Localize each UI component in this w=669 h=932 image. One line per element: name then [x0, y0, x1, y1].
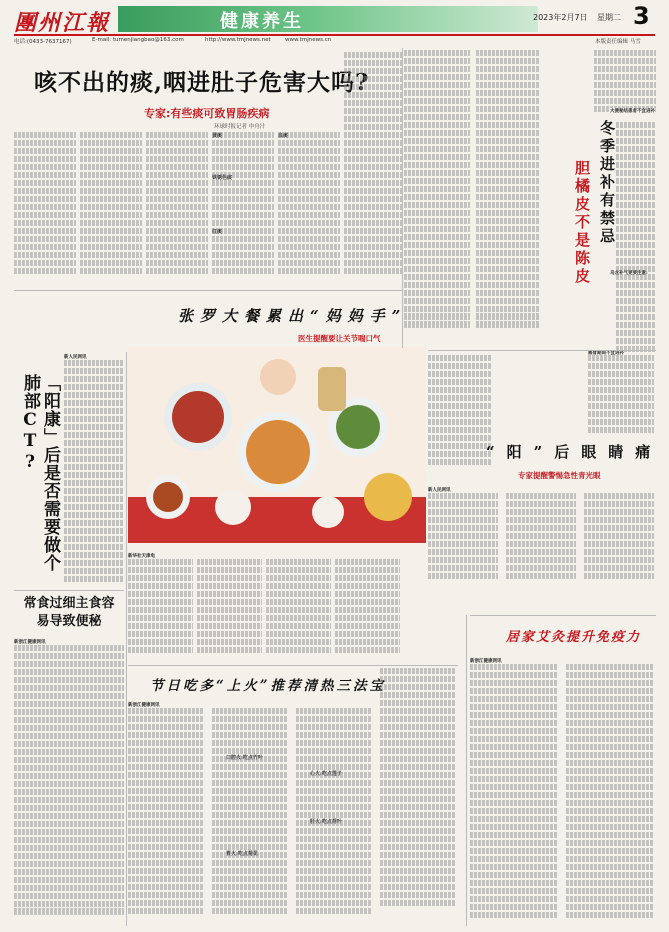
page-number: 3 — [633, 2, 650, 30]
text-col-2 — [212, 708, 288, 916]
sidebar-col-c — [594, 50, 656, 114]
subhead: 心火:吃点莲子 — [310, 771, 342, 777]
article-source: 环球时报记者 申舟汁 — [214, 124, 266, 130]
article-holiday-heat — [128, 668, 468, 926]
article-byline: 新浙江健康网讯 — [470, 659, 502, 664]
subhead: 血痰 — [278, 133, 289, 139]
article-body — [64, 360, 124, 584]
article-moxibustion — [470, 620, 656, 926]
text-col-2 — [566, 664, 654, 920]
sidebar-item: 乌龙补气更要注意: — [610, 271, 648, 276]
article-byline: 新浙江健康网讯 — [128, 703, 160, 708]
text-col-6 — [344, 52, 402, 282]
article-phlegm — [14, 48, 402, 288]
issue-date: 2023年2月7日 — [533, 13, 588, 22]
text-col-1 — [14, 132, 76, 282]
divider — [14, 590, 124, 591]
vertical-headline-2: 胆橘皮不是陈皮 — [573, 160, 591, 286]
food-photo — [128, 347, 426, 543]
vertical-headline-1: 冬季进补有禁忌 — [598, 120, 616, 246]
section-banner — [118, 6, 538, 32]
text-col-2 — [506, 493, 576, 581]
article-title: “阳”后眼睛痛 — [486, 443, 663, 461]
subhead: 铁锈色痰 — [212, 175, 233, 181]
article-byline: 新人民网讯 — [428, 488, 451, 493]
masthead — [0, 0, 669, 46]
article-title: 张罗大餐累出“妈妈手” — [178, 307, 408, 325]
divider — [126, 352, 127, 926]
sidebar-col-a — [404, 50, 470, 329]
subhead: 黄痰 — [212, 133, 223, 139]
article-subtitle: 专家:有些痰可致胃肠疾病 — [144, 107, 270, 120]
text-col-2 — [80, 132, 142, 282]
email[interactable]: E-mail: tumenjiangbao@163.com — [92, 37, 184, 43]
website[interactable]: http://www.tmjnews.net — [205, 37, 271, 43]
sidebar-col-d — [610, 109, 656, 354]
text-col-4 — [380, 668, 456, 908]
subhead: 肝火:吃点荷叶 — [310, 819, 342, 825]
divider — [14, 290, 402, 291]
subhead: 胃火:吃点菊花 — [226, 851, 258, 857]
newspaper-logo: 團州江報 — [14, 10, 111, 36]
right-col-b — [588, 351, 654, 435]
sidebar-col-b — [476, 50, 540, 329]
editor-credit: 本版责任编辑 马雪 — [595, 39, 641, 45]
sidebar-item: 感冒期间不宜进补 — [588, 351, 624, 356]
website-2[interactable]: www.tmjnews.cn — [285, 37, 332, 43]
article-title — [20, 595, 118, 631]
divider — [466, 615, 467, 926]
divider — [470, 615, 656, 616]
text-col-4 — [212, 132, 274, 282]
issue-weekday: 星期二 — [597, 13, 621, 22]
subhead: 口腔火:吃点竹叶 — [226, 755, 263, 761]
text-col-1 — [128, 559, 193, 655]
article-byline: 新华社天津电 — [128, 554, 155, 559]
subhead: 红痰 — [212, 229, 223, 235]
text-col-1 — [128, 708, 204, 916]
article-subtitle: 医生提醒要让关节喘口气 — [298, 334, 381, 343]
text-col-3 — [146, 132, 208, 282]
text-col-3 — [584, 493, 654, 581]
text-col-3 — [266, 559, 331, 655]
article-byline: 新浙江健康网讯 — [14, 640, 46, 645]
divider — [428, 350, 656, 351]
article-title: 「阳康」后是否需要做个肺部CT? — [20, 374, 60, 572]
divider — [128, 665, 458, 666]
text-col-4 — [335, 559, 400, 655]
article-eye-pain — [428, 351, 663, 585]
divider — [402, 48, 403, 348]
text-col-5 — [278, 132, 340, 282]
article-byline: 新人民网讯 — [64, 355, 87, 360]
text-col-1 — [428, 493, 498, 581]
article-fine-grain — [14, 595, 124, 925]
article-title-text: 常食过细主食容易导致便秘 — [23, 596, 115, 629]
article-title: 咳不出的痰,咽进肚子危害大吗? — [34, 69, 370, 96]
text-columns — [14, 132, 402, 285]
article-title: 居家艾灸提升免疫力 — [506, 630, 642, 645]
hotline: 电话:(0433-7637167) — [14, 39, 72, 45]
section-title: 健康养生 — [220, 11, 304, 32]
sidebar-item: 大便秘结患者不宜进补 — [610, 109, 655, 114]
text-col-3 — [296, 708, 372, 916]
masthead-rule — [14, 34, 655, 36]
article-covid-ct — [14, 352, 124, 587]
right-col-a — [428, 355, 492, 467]
text-col-1 — [470, 664, 558, 920]
article-title: 节日吃多“上火”推荐清热三法宝 — [150, 678, 387, 694]
article-subtitle: 专家提醒警惕急性青光眼 — [518, 471, 601, 480]
article-body — [14, 645, 124, 916]
text-col-2 — [197, 559, 262, 655]
